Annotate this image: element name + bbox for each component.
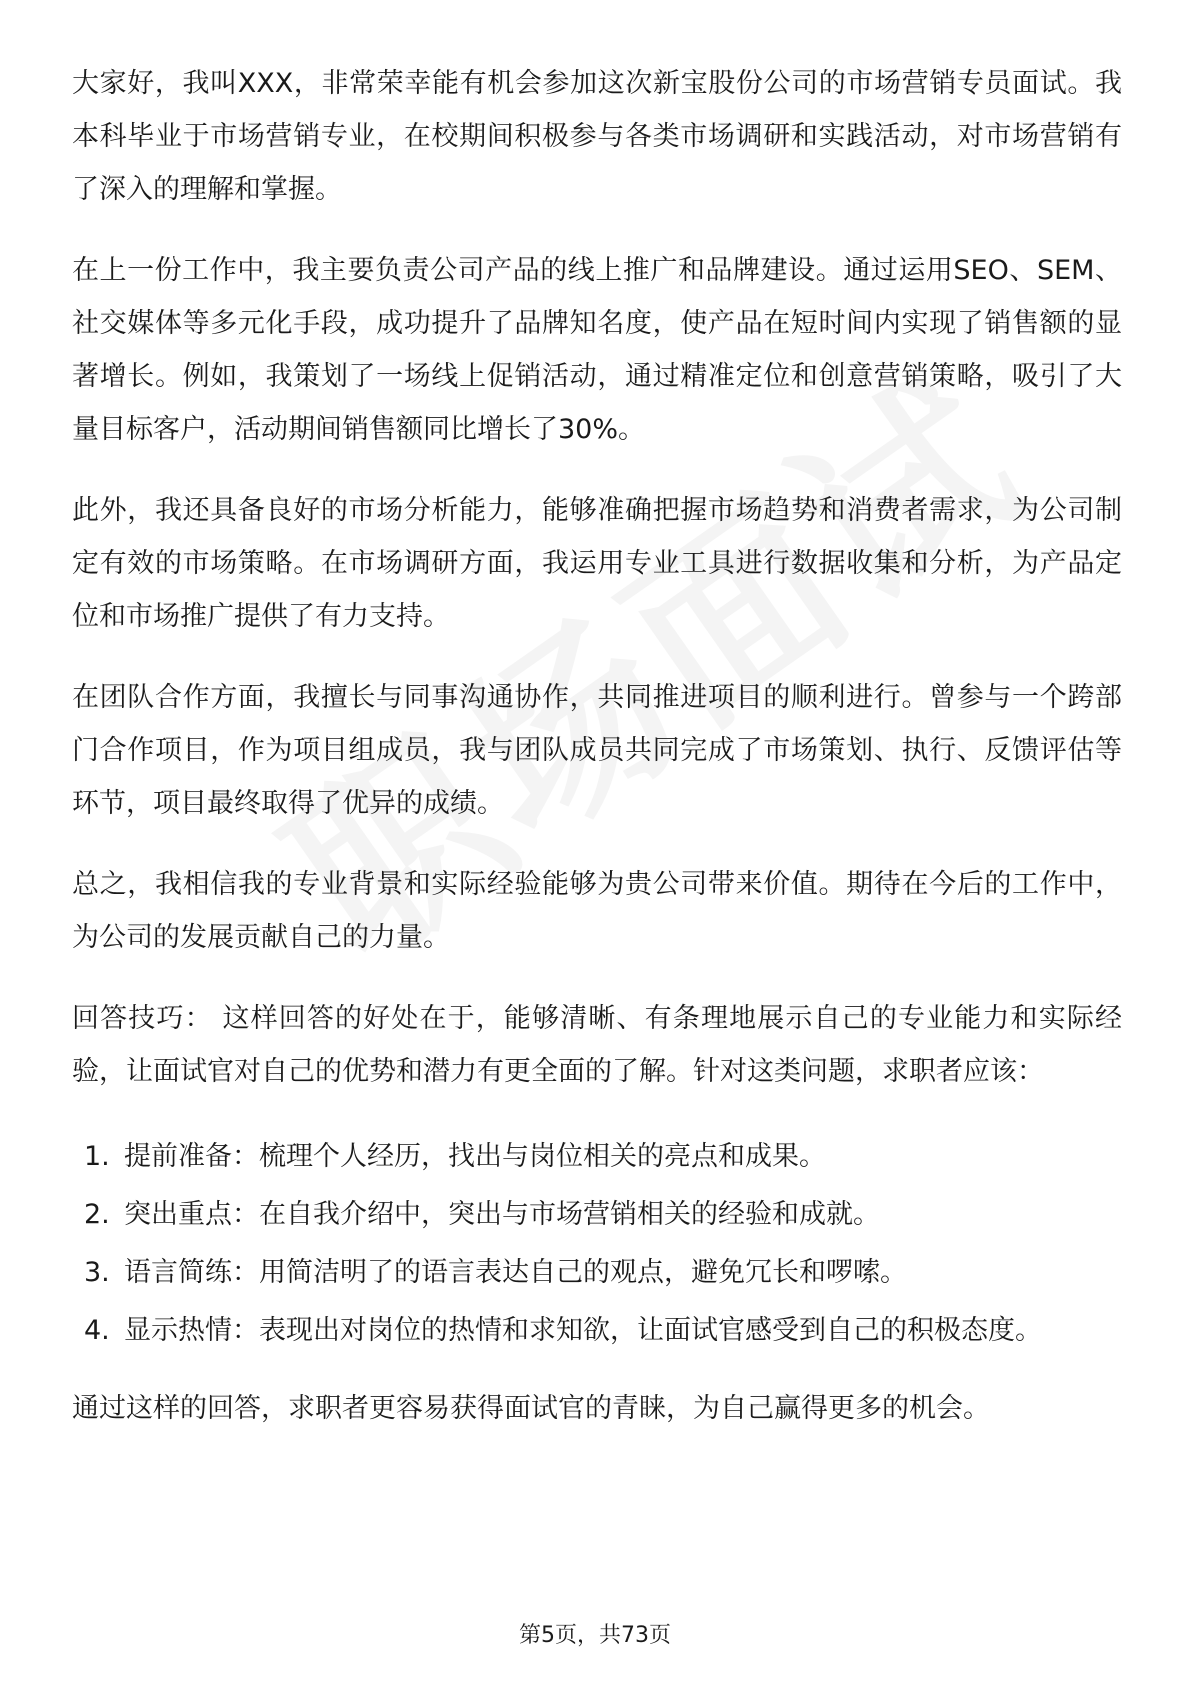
list-item-text: 显示热情：表现出对岗位的热情和求知欲，让面试官感受到自己的积极态度。 <box>124 1315 1042 1346</box>
paragraph-experience: 在上一份工作中，我主要负责公司产品的线上推广和品牌建设。通过运用SEO、SEM、社交媒体等多元化手段，成功提升了品牌知名度，使产品在短时间内实现了销售额的显著增长。例如，我策划了一场线上促销活动，通过精准定位和创意营销策略，吸引了大量目标客户，活动期间销售额同比增长了30%。 <box>72 255 1122 445</box>
list-item-number: 1. <box>84 1141 110 1172</box>
list-item-number: 3. <box>84 1257 110 1288</box>
list-item-text: 提前准备：梳理个人经历，找出与岗位相关的亮点和成果。 <box>124 1141 826 1172</box>
paragraph-intro: 大家好，我叫XXX，非常荣幸能有机会参加这次新宝股份公司的市场营销专员面试。我本科毕业于市场营销专业，在校期间积极参与各类市场调研和实践活动，对市场营销有了深入的理解和掌握。 <box>72 68 1122 205</box>
paragraph-analysis: 此外，我还具备良好的市场分析能力，能够准确把握市场趋势和消费者需求，为公司制定有效的市场策略。在市场调研方面，我运用专业工具进行数据收集和分析，为产品定位和市场推广提供了有力支持。 <box>72 495 1122 632</box>
list-item <box>72 1244 1122 1302</box>
document-body <box>72 57 1122 1463</box>
page-number-footer: 第5页，共73页 <box>519 1623 671 1648</box>
list-item-number: 2. <box>84 1199 110 1230</box>
list-item-text: 突出重点：在自我介绍中，突出与市场营销相关的经验和成就。 <box>124 1199 880 1230</box>
list-item <box>72 1128 1122 1186</box>
list-item <box>72 1302 1122 1360</box>
tips-list <box>72 1128 1122 1360</box>
list-item <box>72 1186 1122 1244</box>
paragraph-answer-tips: 回答技巧： 这样回答的好处在于，能够清晰、有条理地展示自己的专业能力和实际经验，让面试官对自己的优势和潜力有更全面的了解。针对这类问题，求职者应该： <box>72 1003 1122 1087</box>
paragraph-summary: 总之，我相信我的专业背景和实际经验能够为贵公司带来价值。期待在今后的工作中，为公司的发展贡献自己的力量。 <box>72 869 1122 953</box>
paragraph-closing: 通过这样的回答，求职者更容易获得面试官的青睐，为自己赢得更多的机会。 <box>72 1393 990 1424</box>
paragraph-teamwork: 在团队合作方面，我擅长与同事沟通协作，共同推进项目的顺利进行。曾参与一个跨部门合作项目，作为项目组成员，我与团队成员共同完成了市场策划、执行、反馈评估等环节，项目最终取得了优异的成绩。 <box>72 682 1122 819</box>
list-item-text: 语言简练：用简洁明了的语言表达自己的观点，避免冗长和啰嗦。 <box>124 1257 907 1288</box>
list-item-number: 4. <box>84 1315 110 1346</box>
